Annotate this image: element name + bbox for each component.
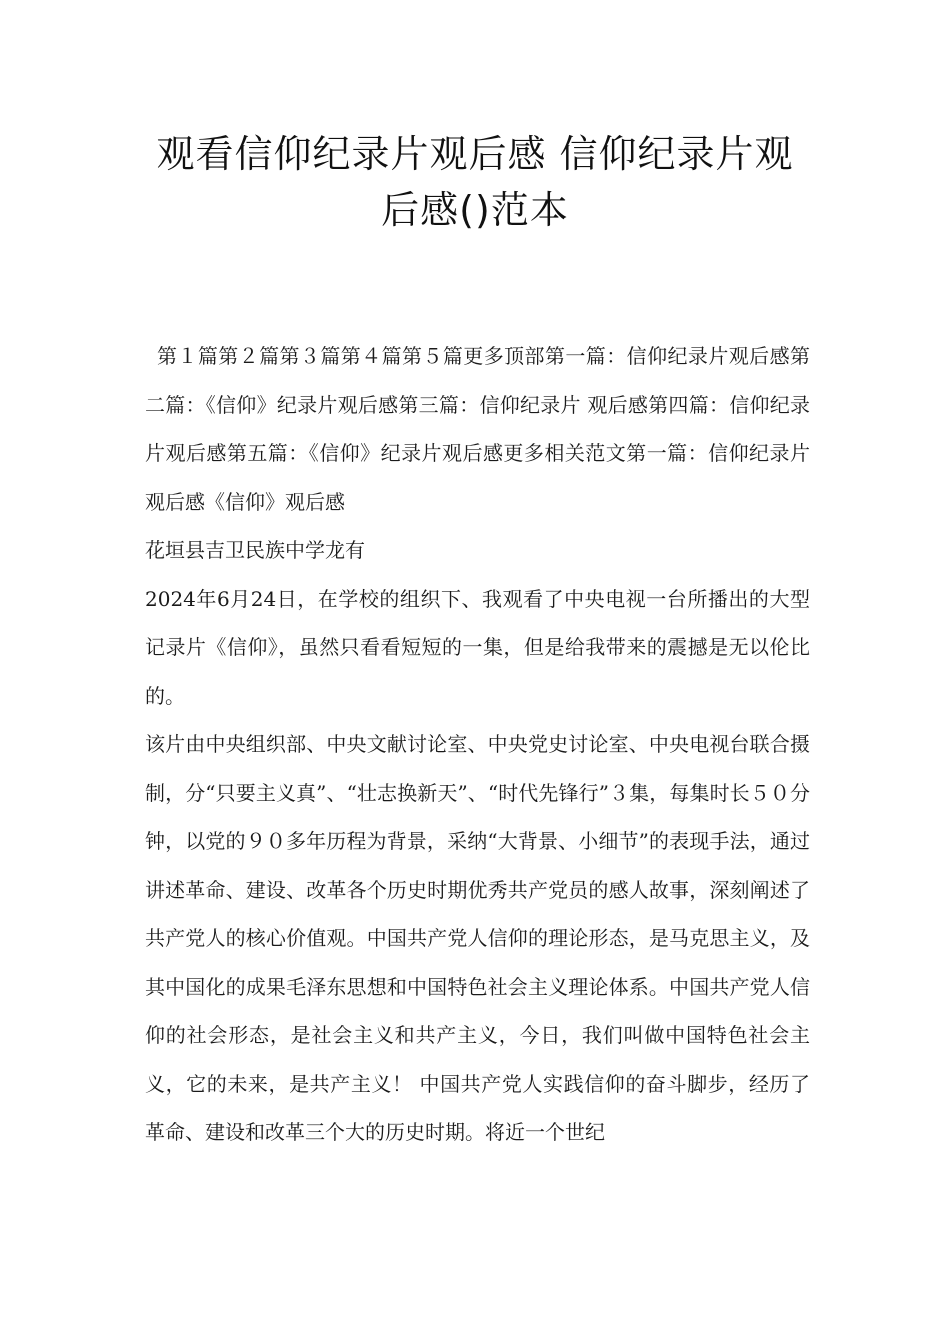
- document-body: [145, 332, 810, 1157]
- paragraph-table-of-contents: 第１篇第２篇第３篇第４篇第５篇更多顶部第一篇：信仰纪录片观后感第二篇：《信仰》纪录片观后感第三篇：信仰纪录片 观后感第四篇：信仰纪录片观后感第五篇：《信仰》纪录片观后感更多相关范文第一篇：信仰纪录片观后感《信仰》观后感: [145, 344, 810, 514]
- title-line-2: 后感()范本: [381, 188, 569, 232]
- paragraph-intro: 2024年6月24日，在学校的组织下、我观看了中央电视一台所播出的大型记录片《信仰》，虽然只看看短短的一集，但是给我带来的震撼是无以伦比的。: [145, 586, 810, 708]
- title-line-1: 观看信仰纪录片观后感 信仰纪录片观: [156, 132, 794, 176]
- paragraph-content: 该片由中央组织部、中央文献讨论室、中央党史讨论室、中央电视台联合摄制，分“只要主义真”、“壮志换新天”、“时代先锋行”３集，每集时长５０分钟，以党的９０多年历程为背景，采纳“大背景、小细节”的表现手法，通过讲述革命、建设、改革各个历史时期优秀共产党员的感人故事，深刻阐述了共产党人的核心价值观。中国共产党人信仰的理论形态，是马克思主义，及其中国化的成果毛泽东思想和中国特色社会主义理论体系。中国共产党人信仰的社会形态，是社会主义和共产主义，今日，我们叫做中国特色社会主义，它的未来，是共产主义！ 中国共产党人实践信仰的奋斗脚步，经历了革命、建设和改革三个大的历史时期。将近一个世纪: [145, 732, 810, 1144]
- document-title: [100, 126, 850, 238]
- paragraph-author: 花垣县吉卫民族中学龙有: [145, 538, 365, 562]
